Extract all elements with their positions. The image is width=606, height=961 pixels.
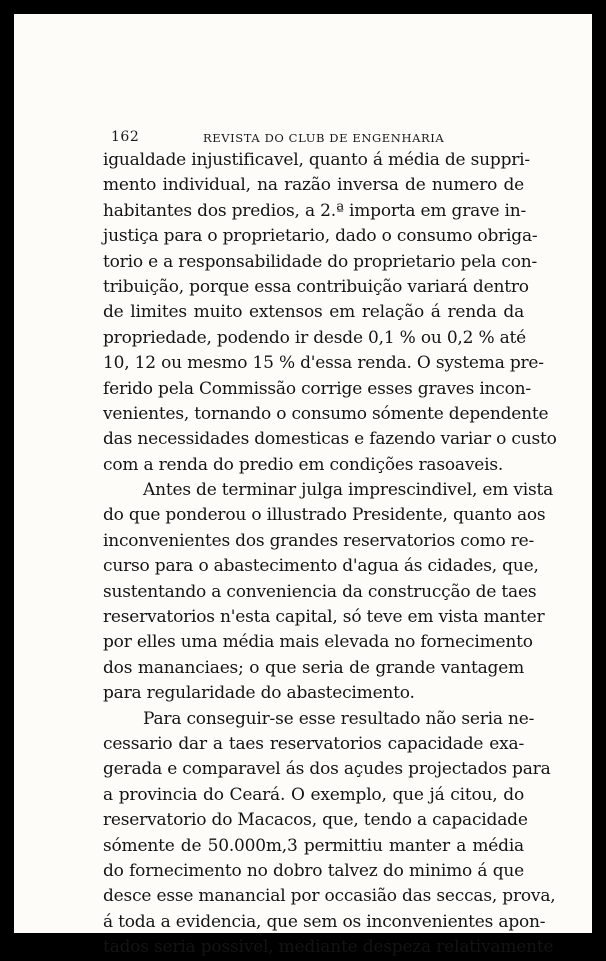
text-line: tribuição, porque essa contribuição variará dentro — [103, 276, 529, 297]
text-line: cessario dar a taes reservatorios capacidade exa- — [103, 733, 524, 754]
text-line: reservatorio do Macacos, que, tendo a capacidade — [103, 810, 528, 831]
text-line: ferido pela Commissão corrige esses graves incon- — [103, 378, 531, 399]
paragraph — [103, 148, 557, 478]
running-title: REVISTA DO CLUB DE ENGENHARIA — [203, 131, 445, 145]
text-line: a provincia do Ceará. O exemplo, que já citou, do — [103, 784, 524, 805]
body-text — [103, 148, 557, 961]
text-line: mento individual, na razão inversa de numero de — [103, 175, 524, 196]
text-line: reservatorios n'esta capital, só teve em vista manter — [103, 607, 545, 628]
text-line: igualdade injustificavel, quanto á média de suppri- — [103, 150, 530, 170]
text-line: gerada e comparavel ás dos açudes projectados para — [103, 759, 551, 780]
text-line: sustentando a conveniencia da construcção de taes — [103, 581, 537, 602]
page-number: 162 — [111, 129, 140, 145]
text-line: Antes de terminar julga imprescindivel, em vista — [143, 480, 554, 501]
text-line: inconvenientes dos grandes reservatorios como re- — [103, 530, 535, 551]
text-line: do fornecimento no dobro talvez do minimo á que — [103, 860, 524, 881]
text-line: desce esse manancial por occasião das seccas, prova, — [103, 886, 556, 907]
text-line: torio e a responsabilidade do proprietario pela con- — [103, 251, 538, 272]
text-line: com a renda do predio em condições rasoaveis. — [103, 454, 504, 475]
text-line: curso para o abastecimento d'agua ás cidades, que, — [103, 556, 539, 577]
text-line: 10, 12 ou mesmo 15 % d'essa renda. O systema pre- — [103, 353, 544, 374]
text-line: do que ponderou o illustrado Presidente, quanto aos — [103, 505, 546, 526]
text-line: das necessidades domesticas e fazendo variar o custo — [103, 429, 557, 450]
text-line: tados seria possivel, mediante despeza relativamente — [103, 937, 554, 958]
book-page — [14, 14, 592, 958]
text-line: por elles uma média mais elevada no fornecimento — [103, 632, 533, 653]
text-line: Para conseguir-se esse resultado não seria ne- — [143, 708, 535, 729]
text-line: dos mananciaes; o que seria de grande vantagem — [103, 657, 524, 678]
text-line: sómente de 50.000m,3 permittiu manter a média — [103, 835, 524, 856]
text-line: á toda a evidencia, que sem os inconvenientes apon- — [103, 911, 546, 932]
text-line: para regularidade do abastecimento. — [103, 683, 415, 704]
text-line: justiça para o proprietario, dado o consumo obriga- — [103, 226, 538, 247]
paragraph — [103, 478, 554, 707]
text-line: habitantes dos predios, a 2.ª importa em grave in- — [103, 200, 527, 221]
text-line: propriedade, podendo ir desde 0,1 % ou 0,2 % até — [103, 327, 527, 348]
text-line: venientes, tornando o consumo sómente dependente — [103, 403, 549, 424]
paragraph — [103, 707, 556, 961]
text-line: de limites muito extensos em relação á renda da — [103, 302, 524, 323]
